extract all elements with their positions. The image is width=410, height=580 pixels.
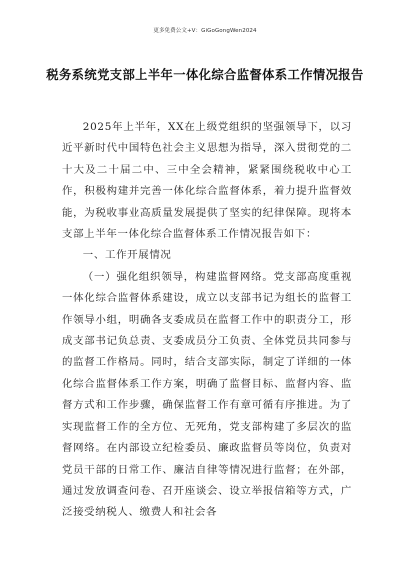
header-note: 更多免费公文+V：GiGoGongWen2024	[153, 28, 257, 34]
document-body	[62, 117, 352, 524]
intro-paragraph: 2025年上半年，XX在上级党组织的坚强领导下，以习近平新时代中国特色社会主义思想为指导，深入贯彻党的二十大及二十届二中、三中全会精神，紧紧围绕税收中心工作，积极构建并完善一体化综合监督体系，着力提升监督效能，为税收事业高质量发展提供了坚实的纪律保障。现将本支部上半年一体化综合监督体系工作情况报告如下：	[62, 121, 352, 241]
body-paragraph: （一）强化组织领导，构建监督网络。党支部高度重视一体化综合监督体系建设，成立以支部书记为组长的监督工作领导小组，明确各支委成员在监督工作中的职责分工，形成支部书记负总责、支委成员分工负责、全体党员共同参与的监督工作格局。同时，结合支部实际，制定了详细的一体化综合监督体系工作方案，明确了监督目标、监督内容、监督方式和工作步骤，确保监督工作有章可循有序推进。为了实现监督工作的全方位、无死角，党支部构建了多层次的监督网络。在内部设立纪检委员、廉政监督员等岗位，负责对党员干部的日常工作、廉洁自律等情况进行监督；在外部，通过发放调查问卷、召开座谈会、设立举报信箱等方式，广泛接受纳税人、缴费人和社会各	[62, 270, 352, 519]
document-title: 税务系统党支部上半年一体化综合监督体系工作情况报告	[46, 68, 364, 82]
section-heading: 一、工作开展情况	[82, 249, 172, 262]
